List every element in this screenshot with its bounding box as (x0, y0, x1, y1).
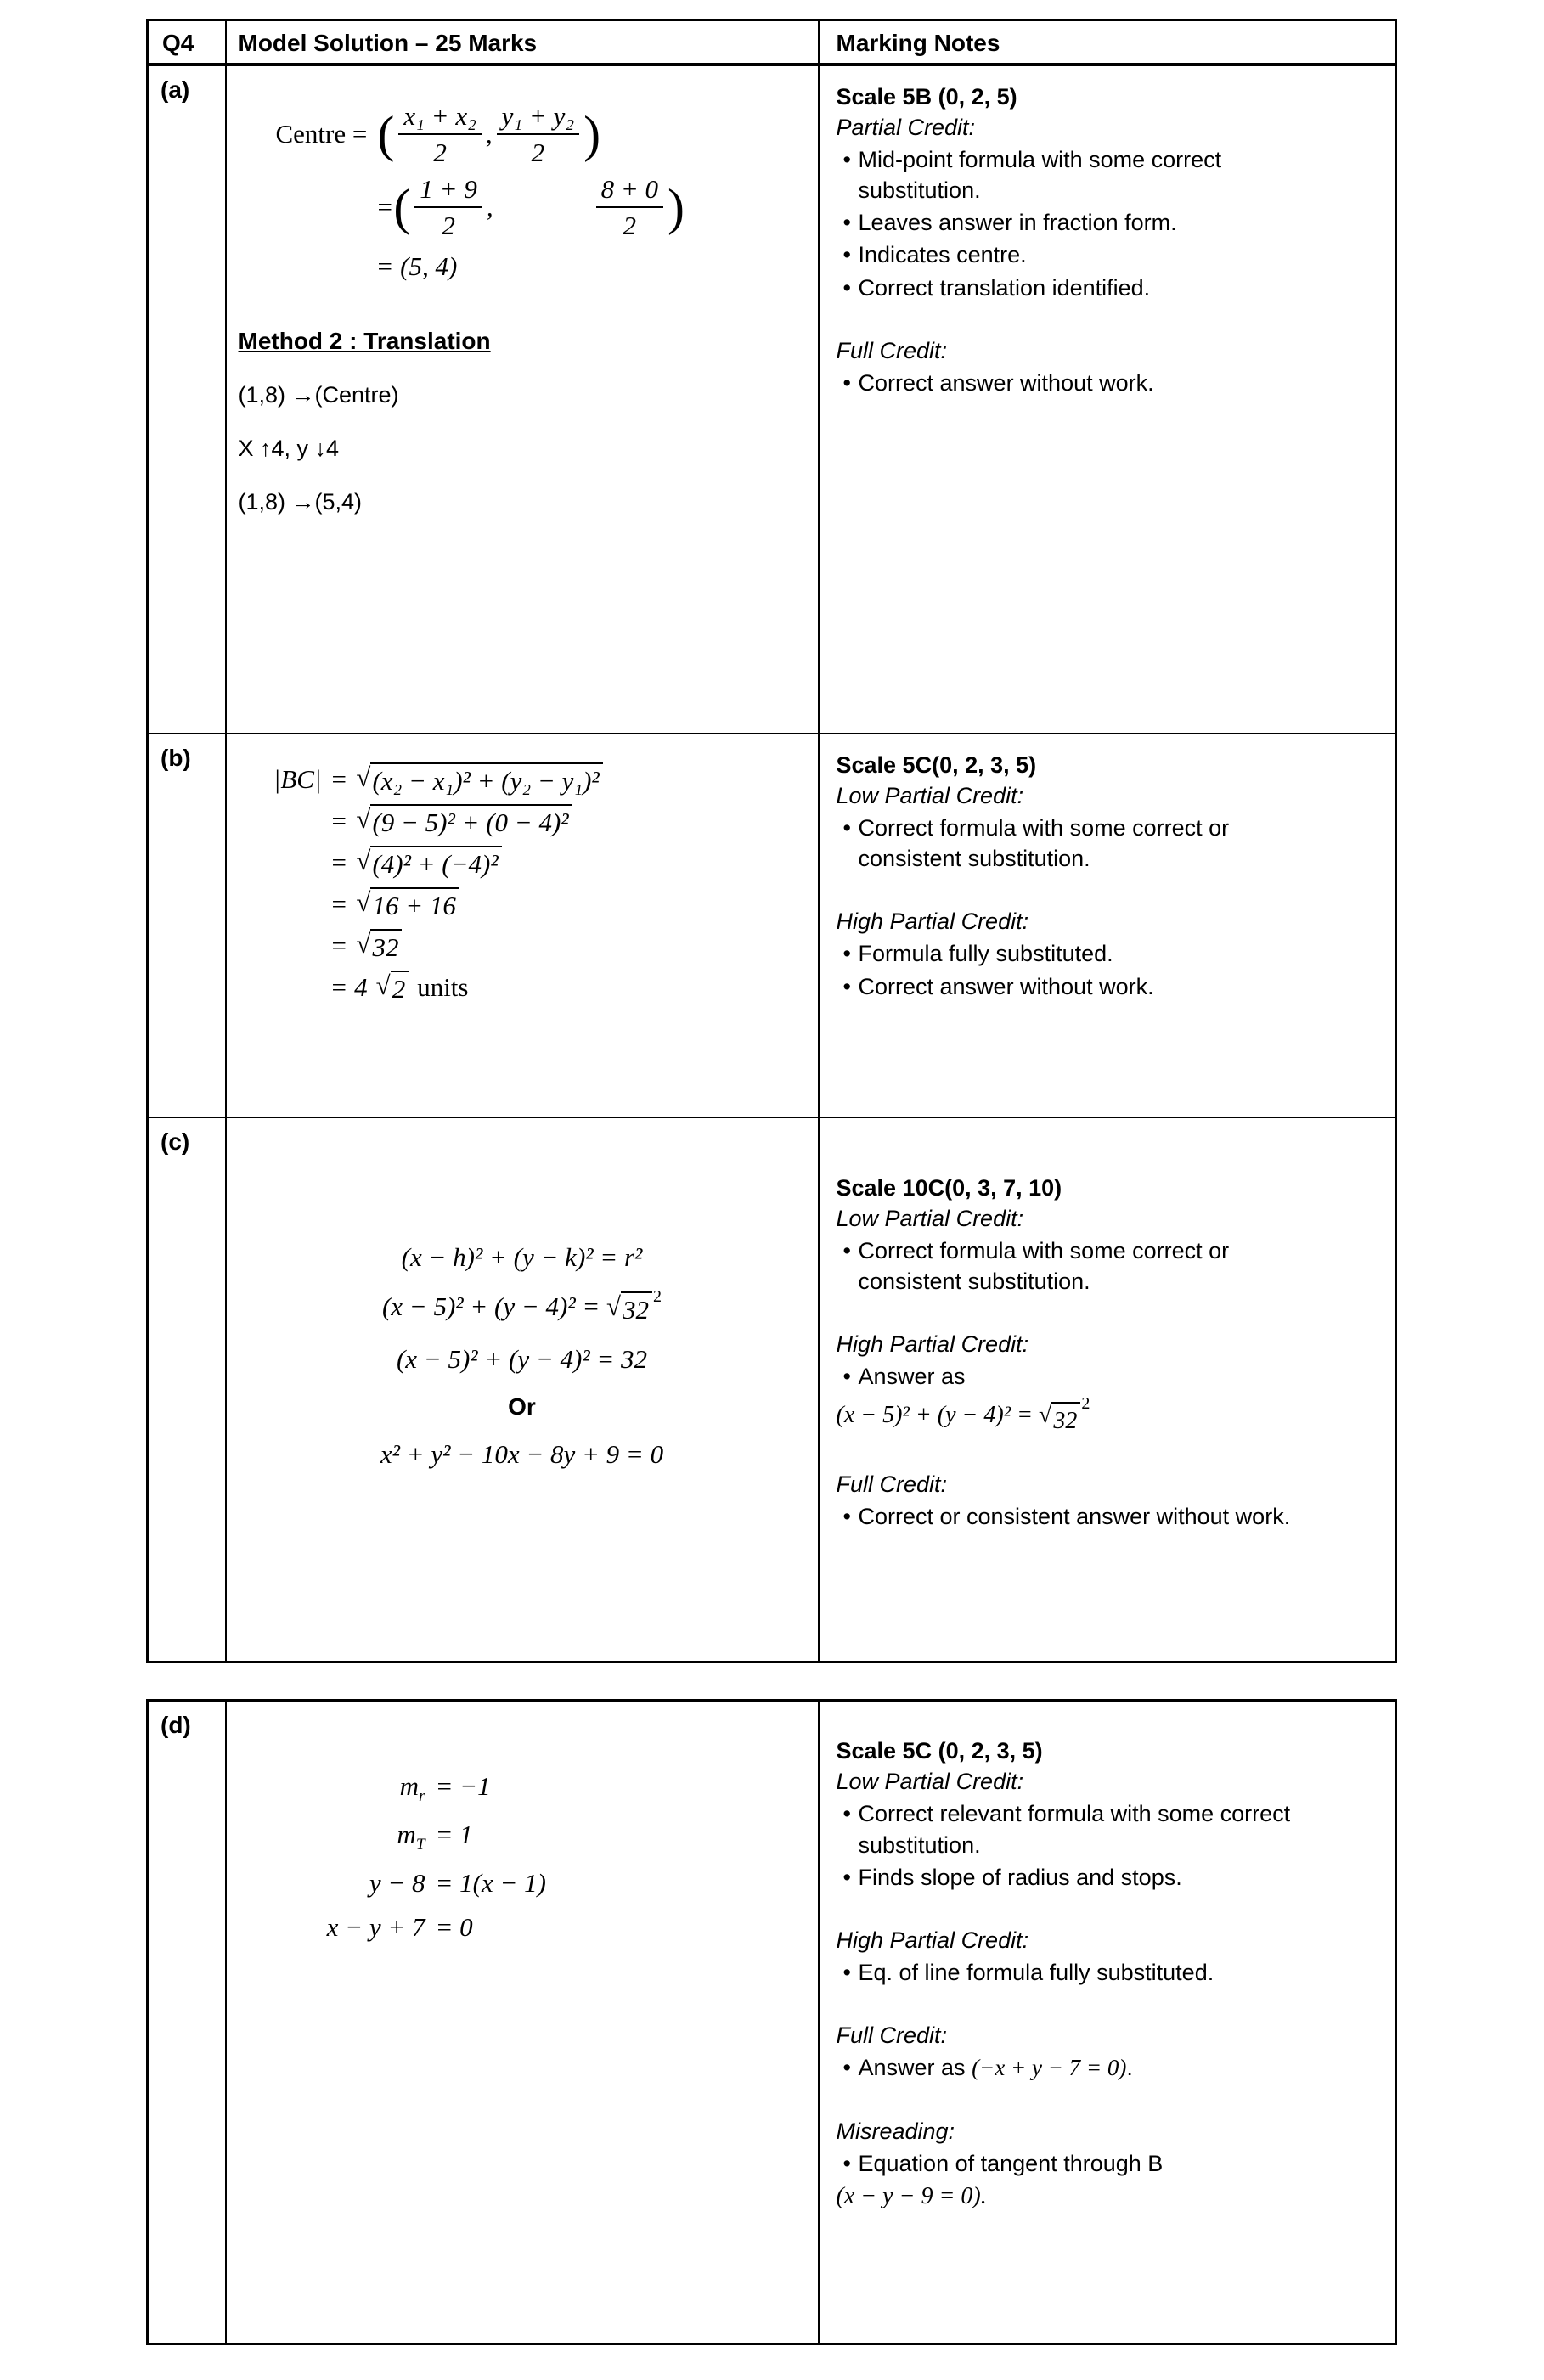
fraction (497, 100, 580, 168)
bullet-dot: • (842, 973, 851, 999)
bullet-dot: • (842, 1801, 851, 1827)
part-d-label: (d) (148, 1701, 226, 2344)
bullet-text (859, 2052, 1331, 2083)
bullet-dot: • (842, 941, 851, 967)
list-item (837, 938, 1331, 969)
credit-label: High Partial Credit: (836, 909, 1029, 935)
numerator: 8 + 0 (596, 173, 663, 208)
math-line (281, 1771, 818, 1806)
row-a (148, 65, 1396, 734)
exponent: 2 (1081, 1393, 1090, 1413)
variable: m (399, 1771, 420, 1801)
denominator: 2 (531, 137, 545, 167)
part-d-notes-cell (819, 1701, 1396, 2344)
notes-group (837, 1329, 1331, 1437)
or-separator: Or (508, 1393, 536, 1420)
translation-step: (1,8) →(Centre) (238, 382, 399, 408)
math-line (276, 100, 818, 168)
line-equation-lhs: y − 8 (369, 1868, 425, 1899)
square-root (376, 971, 409, 1004)
part-b-solution-cell (226, 734, 819, 1117)
scale-heading: Scale 5B (0, 2, 5) (836, 83, 1017, 110)
list-item (837, 239, 1331, 270)
square-root (356, 846, 501, 880)
bullet-dot: • (842, 210, 851, 236)
translation-step: X ↑4, y ↓4 (238, 436, 340, 462)
comma: , (485, 118, 493, 149)
square-root (606, 1291, 652, 1325)
radicand: 32 (1051, 1402, 1080, 1438)
math-line (239, 762, 818, 796)
circle-substituted (227, 1286, 818, 1325)
marking-table-part-d (146, 1699, 1397, 2345)
line-equation-rhs: = 1(x − 1) (435, 1868, 546, 1899)
result-prefix: = 4 (330, 971, 368, 1002)
header-row (148, 20, 1396, 65)
radical-icon: √ (356, 845, 371, 875)
bullet-dot: • (842, 369, 851, 396)
notes-group (837, 1469, 1331, 1532)
bullet-text: Finds slope of radius and stops. (858, 1864, 1182, 1890)
exponent: 2 (653, 1286, 662, 1306)
slope-tangent-rhs: = 1 (435, 1820, 473, 1850)
credit-label: High Partial Credit: (836, 1331, 1029, 1358)
comma: , (486, 192, 493, 222)
numerator: 1 + 9 (414, 173, 482, 208)
slope-radius-rhs: = −1 (435, 1771, 491, 1801)
bullet-dot: • (842, 1364, 851, 1390)
bullet-text: Correct translation identified. (858, 274, 1151, 301)
list-item (837, 368, 1331, 398)
list-item (837, 1235, 1331, 1297)
credit-label: Full Credit: (836, 337, 948, 363)
centre-result: = (5, 4) (375, 251, 458, 282)
math-line (239, 971, 818, 1004)
radicand: 32 (621, 1291, 652, 1325)
math-line (239, 804, 818, 838)
list-item (837, 2052, 1331, 2083)
list-item (837, 1501, 1331, 1532)
part-b-notes-cell (819, 734, 1396, 1117)
radicand: 32 (370, 929, 402, 963)
equals-sign: = (375, 192, 394, 222)
final-equation-rhs: = 0 (435, 1912, 473, 1943)
part-c-solution (227, 1118, 818, 1470)
header-model-solution: Model Solution – 25 Marks (226, 20, 819, 65)
radical-icon: √ (606, 1291, 622, 1321)
bullet-text: Correct answer without work. (858, 973, 1154, 999)
list-item (837, 1957, 1331, 1988)
list-item (837, 971, 1331, 1002)
method-2-heading: Method 2 : Translation (238, 328, 491, 355)
bullet-dot: • (842, 2055, 851, 2081)
radical-icon: √ (375, 970, 391, 1000)
bullet-dot: • (842, 814, 851, 841)
radical-icon: √ (356, 762, 371, 792)
credit-label: High Partial Credit: (836, 1927, 1029, 1953)
radicand: (4)² + (−4)² (370, 846, 501, 880)
part-c-notes-cell (819, 1117, 1396, 1663)
part-d-notes (820, 1702, 1395, 2212)
math-line (281, 1912, 818, 1943)
equals-sign: = (330, 930, 348, 960)
bullet-text: Answer as (858, 1364, 966, 1390)
radical-icon: √ (356, 928, 371, 959)
radical-icon: √ (356, 886, 371, 917)
radical-icon: √ (356, 803, 371, 834)
part-a-notes (820, 66, 1395, 399)
math-line (281, 1820, 818, 1854)
final-equation-lhs: x − y + 7 (326, 1912, 425, 1943)
part-d-solution-cell (226, 1701, 819, 2344)
list-item (837, 2148, 1331, 2179)
scale-heading: Scale 5C(0, 2, 3, 5) (836, 751, 1037, 778)
radicand: (9 − 5)² + (0 − 4)² (370, 804, 572, 838)
radical-icon: √ (1039, 1401, 1052, 1428)
bullet-text: Correct relevant formula with some correct substitution. (858, 1801, 1291, 1858)
bullet-dot: • (842, 146, 851, 172)
list-item (837, 1798, 1331, 1860)
square-root (356, 762, 602, 796)
bullet-dot: • (842, 274, 851, 301)
credit-label: Low Partial Credit: (836, 1769, 1024, 1795)
fraction (596, 173, 663, 241)
part-c-label: (c) (148, 1117, 226, 1663)
radicand: (x₂ − x₁)² + (y₂ − y₁)² (370, 762, 602, 796)
open-paren: ( (393, 179, 411, 236)
header-marking-notes: Marking Notes (819, 20, 1396, 65)
row-b (148, 734, 1396, 1117)
circle-formula: (x − h)² + (y − k)² = r² (401, 1241, 643, 1272)
credit-label: Low Partial Credit: (836, 782, 1024, 808)
bc-lhs: |BC| (273, 763, 322, 794)
scale-heading: Scale 10C(0, 3, 7, 10) (836, 1174, 1062, 1201)
variable: m (397, 1820, 416, 1850)
notes-group (837, 335, 1331, 398)
bullet-dot: • (842, 2150, 851, 2176)
centre-lhs: Centre = (275, 118, 368, 149)
row-c (148, 1117, 1396, 1663)
bullet-text: Equation of tangent through B (858, 2150, 1164, 2176)
notes-group (837, 906, 1331, 1002)
radicand: 2 (391, 971, 409, 1004)
units-label: units (417, 971, 469, 1002)
list-item (837, 813, 1331, 874)
credit-label: Low Partial Credit: (836, 1205, 1024, 1231)
close-paren: ) (668, 179, 685, 236)
square-root (356, 929, 402, 963)
part-b-label: (b) (148, 734, 226, 1117)
notes-group (837, 2020, 1331, 2083)
bullet-text: Correct formula with some correct or consistent substitution. (858, 1237, 1230, 1295)
header-question-number: Q4 (148, 20, 226, 65)
misreading-label: Misreading: (836, 2118, 955, 2144)
bullet-dot: • (842, 1504, 851, 1530)
square-root (356, 887, 459, 921)
list-item (837, 144, 1331, 205)
circle-expanded: x² + y² − 10x − 8y + 9 = 0 (380, 1438, 664, 1469)
slope-tangent-lhs (281, 1820, 425, 1854)
part-a-solution-cell (226, 65, 819, 734)
bullet-text: Correct formula with some correct or consistent substitution. (858, 814, 1230, 872)
denominator: 2 (433, 137, 447, 167)
answer-equation: (−x + y − 7 = 0) (972, 2055, 1127, 2081)
bullet-dot: • (842, 1864, 851, 1890)
answer-as-text: Answer as (858, 2055, 972, 2081)
denominator: 2 (442, 211, 455, 241)
part-d-solution (227, 1702, 818, 1943)
equals-sign: = (330, 888, 348, 919)
period: . (1126, 2055, 1133, 2081)
equation-prefix: (x − 5)² + (y − 4)² = (836, 1401, 1034, 1428)
denominator: 2 (623, 211, 637, 241)
radicand: 16 + 16 (370, 887, 459, 921)
math-line (281, 1868, 818, 1899)
circle-simplified: (x − 5)² + (y − 4)² = 32 (396, 1343, 648, 1374)
part-b-notes (820, 734, 1395, 1002)
part-a-notes-cell (819, 65, 1396, 734)
subscript: T (415, 1836, 425, 1854)
part-a-label: (a) (148, 65, 226, 734)
equals-sign: = (330, 847, 348, 877)
fraction (414, 173, 482, 241)
bullet-dot: • (842, 242, 851, 268)
numerator: x₁ + x₂ (398, 100, 482, 135)
bullet-text: Mid-point formula with some correct substitution. (858, 146, 1222, 204)
list-item (837, 207, 1331, 238)
bullet-text: Formula fully substituted. (858, 941, 1113, 967)
list-item (837, 1862, 1331, 1893)
part-a-solution (227, 66, 818, 516)
notes-group (837, 1925, 1331, 1988)
row-d (148, 1701, 1396, 2344)
translation-step: (1,8) →(5,4) (238, 489, 363, 515)
square-root (1039, 1402, 1080, 1438)
centre-working (276, 100, 818, 283)
math-line (239, 887, 818, 921)
bullet-text: Indicates centre. (858, 242, 1027, 268)
open-paren: ( (377, 105, 395, 162)
credit-label: Full Credit: (836, 1471, 948, 1498)
answer-as-equation (836, 1393, 1331, 1438)
numerator: y₁ + y₂ (497, 100, 580, 135)
equals-sign: = (330, 805, 348, 836)
credit-label: Partial Credit: (836, 114, 976, 140)
part-c-solution-cell (226, 1117, 819, 1663)
scale-heading: Scale 5C (0, 2, 3, 5) (836, 1738, 1043, 1764)
bullet-dot: • (842, 1960, 851, 1986)
bullet-text: Correct or consistent answer without work. (858, 1504, 1291, 1530)
square-root (356, 804, 572, 838)
misreading-equation: (x − y − 9 = 0). (836, 2182, 987, 2209)
bullet-dot: • (842, 1237, 851, 1263)
list-item (837, 1361, 1331, 1392)
close-paren: ) (583, 105, 601, 162)
math-line (239, 929, 818, 963)
slope-radius-lhs (281, 1771, 425, 1806)
credit-label: Full Credit: (836, 2023, 948, 2049)
part-b-solution (227, 734, 818, 1004)
equation-prefix: (x − 5)² + (y − 4)² = (381, 1291, 600, 1321)
list-item (837, 273, 1331, 303)
fraction (398, 100, 482, 168)
math-line (276, 173, 818, 241)
subscript: r (419, 1787, 425, 1806)
bullet-text: Eq. of line formula fully substituted. (858, 1960, 1214, 1986)
math-line (239, 846, 818, 880)
table-gap (146, 1663, 1395, 1699)
part-c-notes (820, 1118, 1395, 1533)
notes-group (837, 2116, 1331, 2213)
bullet-text: Correct answer without work. (858, 369, 1154, 396)
equals-sign: = (330, 763, 348, 794)
bullet-text: Leaves answer in fraction form. (858, 210, 1177, 236)
marking-table-main (146, 19, 1397, 1663)
